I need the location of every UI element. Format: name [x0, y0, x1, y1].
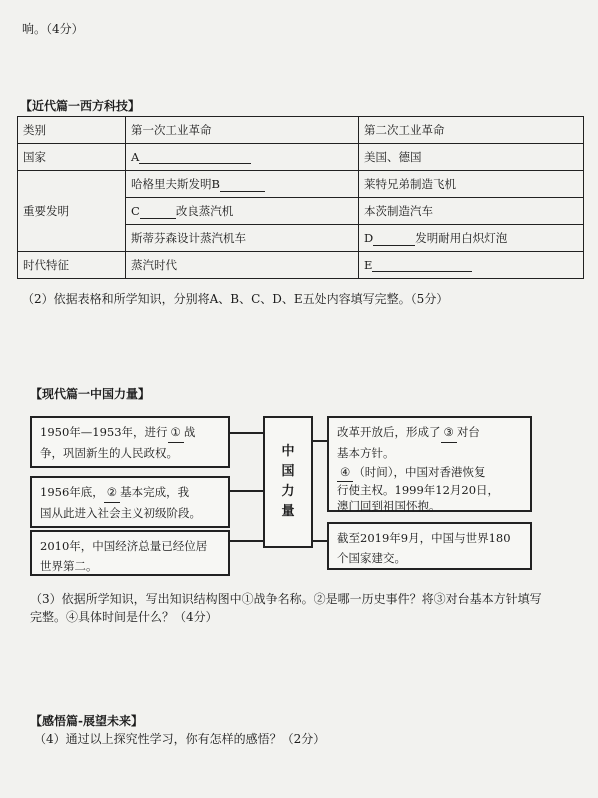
- connector-line: [230, 490, 263, 492]
- section-heading-china: 【现代篇一中国力量】: [30, 387, 151, 401]
- box-text: 行使主权。1999年12月20日，: [337, 483, 500, 497]
- table-cell: 莱特兄弟制造飞机: [359, 171, 584, 198]
- table-cell: 时代特征: [18, 252, 126, 279]
- table-cell: 本茨制造汽车: [359, 198, 584, 225]
- blank-marker-2[interactable]: ②: [104, 482, 120, 503]
- box-1956: [30, 476, 230, 528]
- box-text: 战: [183, 425, 196, 439]
- box-2010: [30, 530, 230, 576]
- box-text: 1950年—1953年，进行: [40, 425, 168, 439]
- table-row: [18, 252, 584, 279]
- center-char: 量: [281, 504, 295, 519]
- box-text: 国从此进入社会主义初级阶段。: [40, 506, 201, 520]
- question-3-line-2: 完整。④具体时间是什么？（4分）: [30, 610, 218, 624]
- box-text: 世界第二。: [40, 559, 98, 573]
- table-header-cell: 类别: [18, 117, 126, 144]
- question-2: （2）依据表格和所学知识，分别将A、B、C、D、E五处内容填写完整。（5分）: [22, 292, 449, 306]
- table-cell: [359, 225, 584, 252]
- answer-blank[interactable]: [373, 232, 415, 246]
- box-text: 对台: [456, 425, 480, 439]
- box-1950: [30, 416, 230, 468]
- table-header-cell: 第一次工业革命: [126, 117, 359, 144]
- box-text: 个国家建交。: [337, 551, 406, 565]
- tech-table: [17, 116, 584, 279]
- blank-label: A: [131, 150, 140, 164]
- question-3-line-1: （3）依据所学知识，写出知识结构图中①战争名称。②是哪一历史事件？将③对台基本方针填写: [30, 592, 542, 606]
- top-fragment: 响。（4分）: [22, 22, 84, 36]
- answer-blank[interactable]: [372, 258, 472, 272]
- table-cell: [126, 171, 359, 198]
- blank-marker-3[interactable]: ③: [441, 422, 457, 443]
- box-text: 2010年，中国经济总量已经位居: [40, 539, 208, 553]
- table-cell: [126, 144, 359, 171]
- center-char: 中: [281, 444, 295, 459]
- box-text: 1956年底，: [40, 485, 104, 499]
- cell-text: 发明耐用白炽灯泡: [415, 231, 508, 245]
- center-char: 国: [281, 464, 295, 479]
- section-heading-modern: 【近代篇一西方科技】: [20, 99, 141, 113]
- blank-marker-1[interactable]: ①: [168, 422, 184, 443]
- box-text: 争，巩固新生的人民政权。: [40, 446, 178, 460]
- connector-line: [313, 540, 327, 542]
- table-cell: 国家: [18, 144, 126, 171]
- section-heading-future: 【感悟篇-展望未来】: [30, 714, 143, 728]
- box-text: 基本方针。: [337, 446, 395, 460]
- table-cell: [126, 198, 359, 225]
- answer-blank[interactable]: [140, 205, 176, 219]
- table-cell: 美国、德国: [359, 144, 584, 171]
- connector-line: [313, 440, 327, 442]
- box-text: 改革开放后，形成了: [337, 425, 441, 439]
- box-text: 截至2019年9月，中国与世界180: [337, 531, 511, 545]
- table-row: [18, 144, 584, 171]
- blank-label: D: [364, 231, 374, 245]
- cell-text: 哈格里夫斯发明B: [131, 177, 220, 191]
- blank-marker-4[interactable]: ④: [337, 463, 353, 482]
- question-4: （4）通过以上探究性学习，你有怎样的感悟？（2分）: [34, 732, 326, 746]
- center-char: 力: [281, 484, 295, 499]
- connector-line: [230, 540, 263, 542]
- box-text: 澳门回到祖国怀抱。: [337, 499, 441, 513]
- blank-label: E: [364, 258, 373, 272]
- table-cell: 斯蒂芬森设计蒸汽机车: [126, 225, 359, 252]
- blank-label: C: [131, 204, 140, 218]
- table-row: [18, 117, 584, 144]
- answer-blank[interactable]: [220, 178, 265, 192]
- table-cell: 重要发明: [18, 171, 126, 252]
- table-cell: [359, 252, 584, 279]
- answer-blank[interactable]: [139, 150, 251, 164]
- cell-text: 改良蒸汽机: [175, 204, 234, 218]
- box-diplomacy: [327, 522, 532, 570]
- box-text: （时间），中国对香港恢复: [353, 465, 486, 479]
- table-cell: 蒸汽时代: [126, 252, 359, 279]
- box-reform: [327, 416, 532, 512]
- box-text: 基本完成，我: [120, 485, 190, 499]
- table-row: [18, 171, 584, 198]
- table-header-cell: 第二次工业革命: [359, 117, 584, 144]
- center-box-china-power: [263, 416, 313, 548]
- connector-line: [230, 432, 263, 434]
